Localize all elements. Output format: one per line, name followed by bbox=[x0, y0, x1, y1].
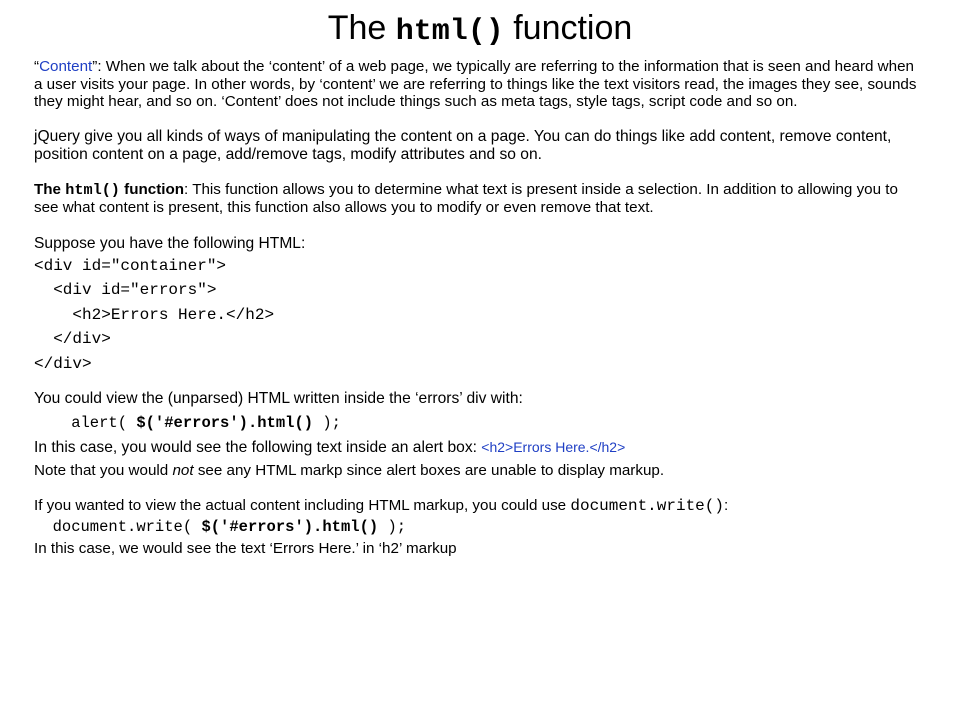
alert-note-em: not bbox=[172, 462, 194, 479]
content-quote-close: ” bbox=[92, 58, 98, 75]
content-term: Content bbox=[39, 58, 93, 75]
html-function-lead-code: html() bbox=[65, 180, 120, 199]
code-line: <div id="errors"> bbox=[34, 281, 217, 299]
title-code: html() bbox=[395, 15, 504, 49]
write-code-post: ); bbox=[378, 518, 407, 536]
write-code-bold: $('#errors').html() bbox=[201, 518, 379, 536]
jquery-text: jQuery give you all kinds of ways of manipulating the content on a page. You can do things like add content, remove content, position content on a page, add/remove tags, modify attributes and so on. bbox=[34, 127, 892, 163]
write-intro bbox=[34, 496, 924, 516]
content-paragraph bbox=[34, 58, 924, 111]
alert-result-markup: <h2>Errors Here.</h2> bbox=[481, 439, 626, 455]
html-code-block bbox=[34, 254, 924, 377]
alert-note bbox=[34, 462, 924, 480]
write-intro-text: If you wanted to view the actual content including HTML markup, you could use bbox=[34, 497, 571, 514]
alert-result-text: In this case, you would see the following text inside an alert box: bbox=[34, 439, 482, 456]
code-line: <div id="container"> bbox=[34, 256, 227, 275]
html-function-paragraph bbox=[34, 181, 924, 217]
suppose-intro: Suppose you have the following HTML: bbox=[34, 234, 306, 252]
html-function-lead-1: The bbox=[34, 180, 66, 198]
slide-body bbox=[34, 58, 924, 558]
write-result: In this case, we would see the text ‘Errors Here.’ in ‘h2’ markup bbox=[34, 540, 457, 557]
code-line: <h2>Errors Here.</h2> bbox=[34, 305, 275, 324]
title-suffix: function bbox=[503, 9, 633, 47]
alert-result bbox=[34, 438, 924, 457]
jquery-paragraph bbox=[34, 128, 924, 164]
title-prefix: The bbox=[327, 9, 396, 47]
alert-code-bold: $('#errors').html() bbox=[136, 414, 314, 432]
slide-title bbox=[0, 6, 960, 54]
write-intro-code: document.write() bbox=[570, 497, 724, 515]
content-definition: : When we talk about the ‘content’ of a web page, we typically are referring to the information that is seen and heard when a user visits your page. In other words, by ‘content’ we are referring to things like the text visitors read, the images they see, sounds they might hear, and so on. ‘Content’ does not include things such as meta tags, style tags, script code and so on. bbox=[34, 58, 917, 110]
code-line: </div> bbox=[34, 330, 111, 348]
write-code-line bbox=[34, 517, 924, 537]
alert-code-line bbox=[34, 413, 924, 433]
alert-code-pre: alert( bbox=[34, 414, 137, 432]
write-intro-end: : bbox=[723, 497, 729, 514]
html-function-text: : This function allows you to determine what text is present inside a selection. In addition to allowing you to see what content is present, this function also allows you to modify or even remove that text. bbox=[34, 180, 898, 216]
code-line: </div> bbox=[34, 354, 92, 373]
write-code-pre: document.write( bbox=[34, 518, 202, 536]
alert-note-1: Note that you would bbox=[34, 462, 173, 479]
alert-code-post: ); bbox=[313, 414, 341, 432]
alert-note-2: see any HTML markp since alert boxes are unable to display markup. bbox=[193, 462, 665, 479]
html-function-lead-2: function bbox=[119, 180, 185, 198]
view-intro: You could view the (unparsed) HTML written inside the ‘errors’ div with: bbox=[34, 390, 523, 407]
content-quote-open: “ bbox=[34, 58, 40, 75]
